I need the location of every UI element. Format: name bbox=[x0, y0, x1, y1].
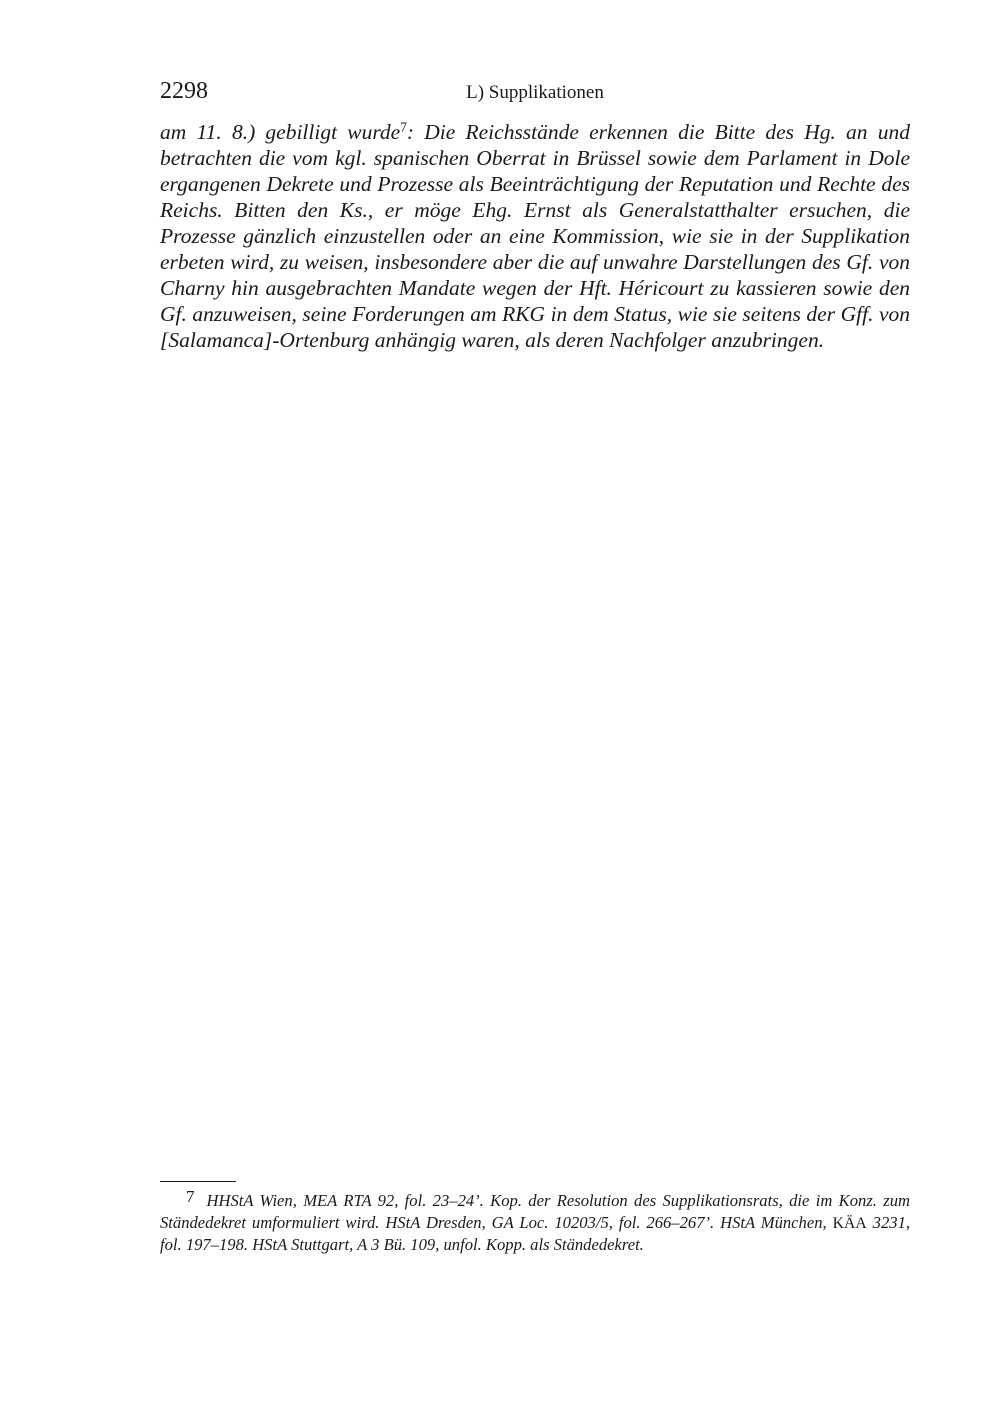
footnote-separator bbox=[160, 1181, 236, 1182]
footnote-text-part2: 3231, fol. 197–198. HStA Stuttgart, A 3 Bü. 109, unfol. Kopp. als Ständedekret. bbox=[160, 1212, 911, 1254]
footnote-small-caps: KÄA bbox=[832, 1214, 867, 1232]
page-header bbox=[160, 78, 910, 108]
running-title: L) Supplikationen bbox=[466, 82, 604, 103]
footnote bbox=[160, 1186, 910, 1256]
footnote-reference[interactable]: 7 bbox=[400, 119, 407, 135]
page-number: 2298 bbox=[160, 78, 208, 104]
body-paragraph bbox=[160, 119, 910, 353]
footnote-mark: 7 bbox=[186, 1187, 195, 1206]
body-text-rest: : Die Reichsstände erkennen die Bitte des Hg. an und betrachten die vom kgl. spanischen Oberrat in Brüssel sowie dem Parlament in Dole ergangenen Dekrete und Prozesse als Beeinträchtigung der Reputation und Rechte des Reichs. Bitten den Ks., er möge Ehg. Ernst als Generalstatthalter ersuchen, die Prozesse gänzlich einzustellen oder an eine Kommission, wie sie in der Supplikation erbeten wird, zu weisen, insbesondere aber die auf unwahre Darstellungen des Gf. von Charny hin ausgebrachten Mandate wegen der Hft. Héricourt zu kassieren sowie den Gf. anzuweisen, seine Forderungen am RKG in dem Status, wie sie seitens der Gff. von [Salamanca]-Ortenburg anhängig waren, als deren Nachfolger anzubringen. bbox=[160, 120, 911, 352]
footnote-text-part1: HHStA Wien, MEA RTA 92, fol. 23–24’. Kop. der Resolution des Supplikationsrats, die im Konz. zum Ständedekret umformuliert wird. HStA Dresden, GA Loc. 10203/5, fol. 266–267’. HStA München, bbox=[160, 1191, 910, 1232]
body-text-start: am 11. 8.) gebilligt wurde bbox=[160, 120, 401, 144]
